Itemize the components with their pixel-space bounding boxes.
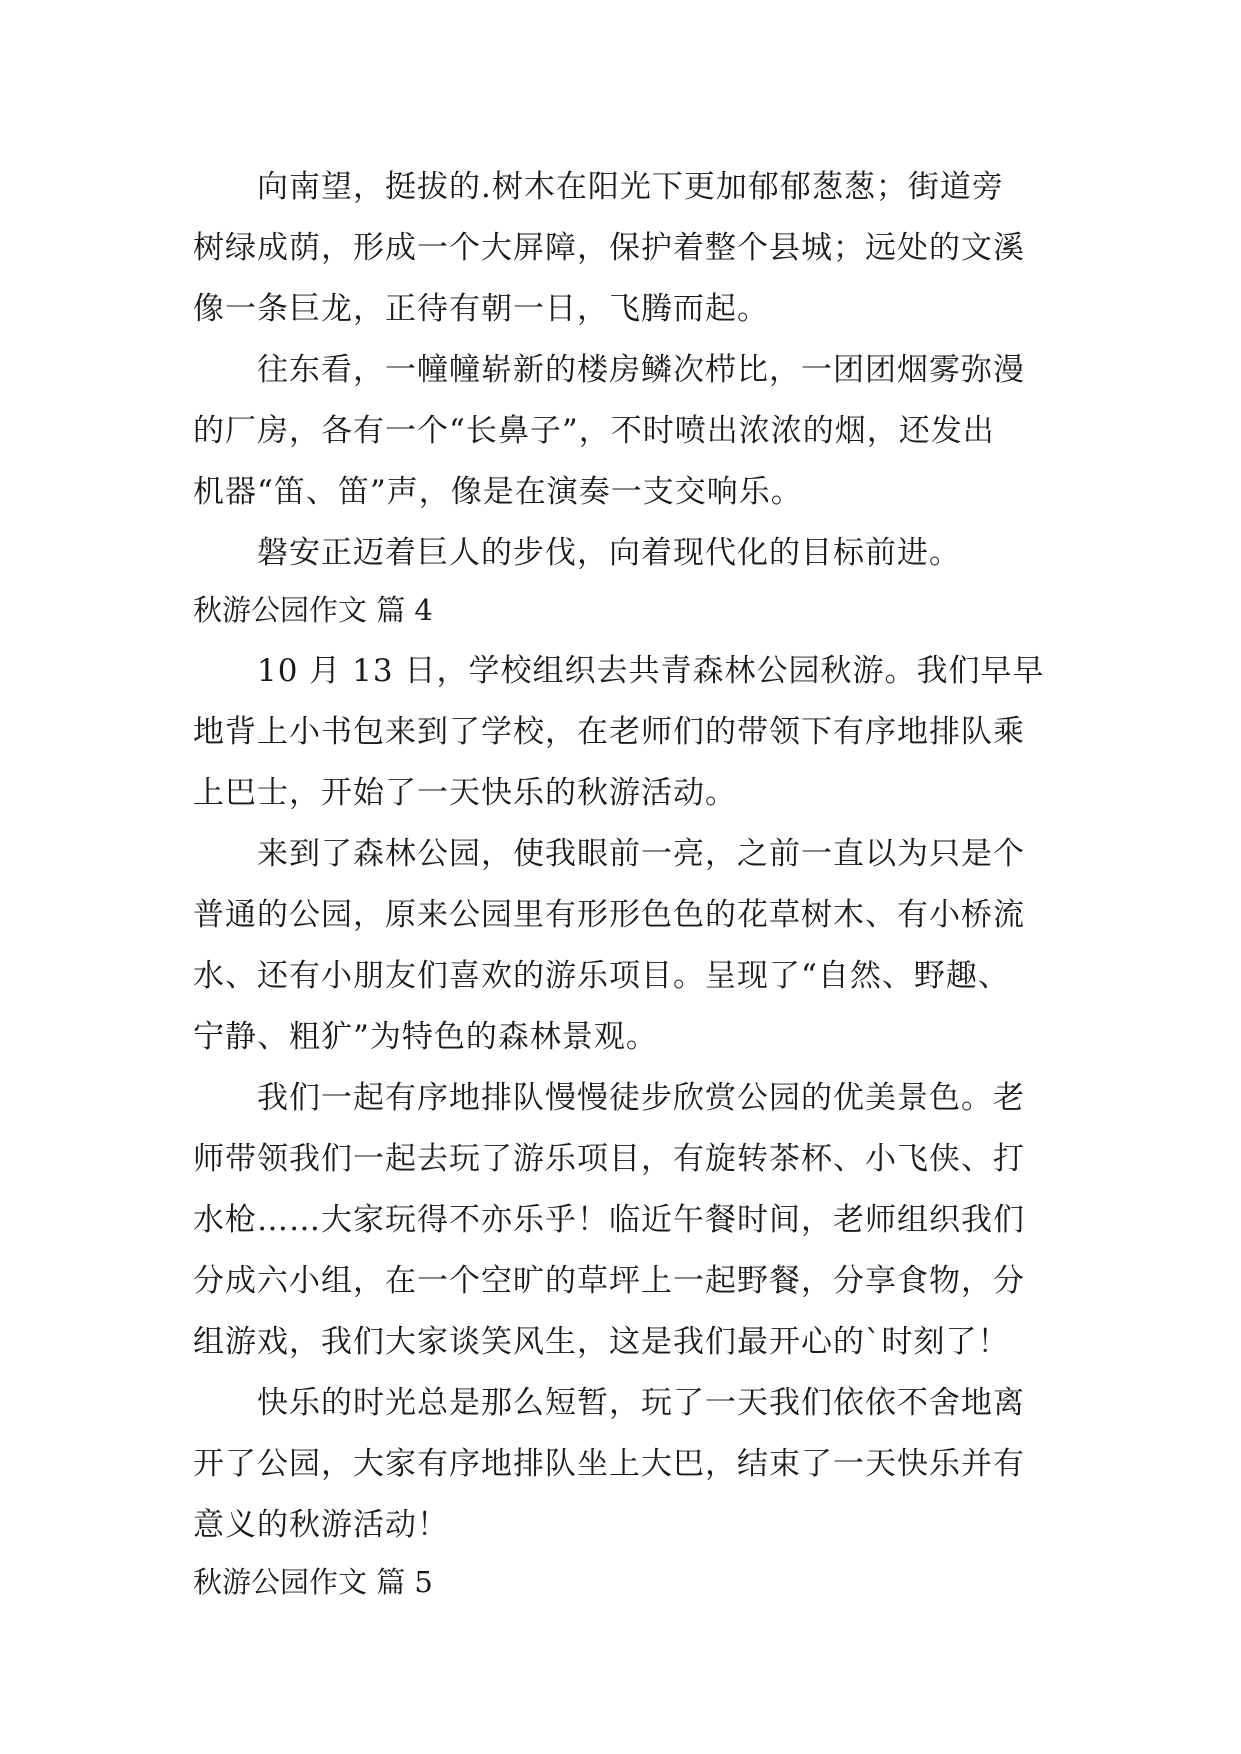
paragraph-line: 往东看，一幢幢崭新的楼房鳞次栉比，一团团烟雾弥漫 [193,352,1025,388]
paragraph-line: 水枪……大家玩得不亦乐乎！临近午餐时间，老师组织我们 [193,1202,1025,1238]
paragraph-line: 意义的秋游活动！ [193,1507,449,1543]
paragraph-line: 组游戏，我们大家谈笑风生，这是我们最开心的`时刻了！ [193,1324,1010,1360]
paragraph-line: 10 月 13 日，学校组织去共青森林公园秋游。我们早早 [193,653,1045,689]
section-heading: 秋游公园作文 篇 5 [193,1565,433,1599]
paragraph-line: 普通的公园，原来公园里有形形色色的花草树木、有小桥流 [193,897,1025,933]
paragraph-line: 快乐的时光总是那么短暂，玩了一天我们依依不舍地离 [193,1385,1025,1421]
paragraph-line: 的厂房，各有一个“长鼻子”，不时喷出浓浓的烟，还发出 [193,413,995,449]
paragraph-line: 机器“笛、笛”声，像是在演奏一支交响乐。 [193,474,803,510]
section-heading: 秋游公园作文 篇 4 [193,593,433,627]
paragraph-line: 水、还有小朋友们喜欢的游乐项目。呈现了“自然、野趣、 [193,958,1010,994]
paragraph-line: 上巴士，开始了一天快乐的秋游活动。 [193,775,737,811]
paragraph-line: 分成六小组，在一个空旷的草坪上一起野餐，分享食物，分 [193,1263,1025,1299]
paragraph-line: 树绿成荫，形成一个大屏障，保护着整个县城；远处的文溪 [193,230,1025,266]
paragraph-line: 地背上小书包来到了学校，在老师们的带领下有序地排队乘 [193,714,1025,750]
paragraph-line: 宁静、粗犷”为特色的森林景观。 [193,1019,658,1055]
paragraph-line: 像一条巨龙，正待有朝一日，飞腾而起。 [193,291,769,327]
paragraph-line: 向南望，挺拔的.树木在阳光下更加郁郁葱葱；街道旁 [193,169,1004,205]
paragraph-line: 师带领我们一起去玩了游乐项目，有旋转茶杯、小飞侠、打 [193,1141,1025,1177]
paragraph-line: 我们一起有序地排队慢慢徒步欣赏公园的优美景色。老 [193,1080,1025,1116]
paragraph-line: 来到了森林公园，使我眼前一亮，之前一直以为只是个 [193,836,1025,872]
paragraph-line: 开了公园，大家有序地排队坐上大巴，结束了一天快乐并有 [193,1446,1025,1482]
paragraph-line: 磐安正迈着巨人的步伐，向着现代化的目标前进。 [193,535,961,571]
